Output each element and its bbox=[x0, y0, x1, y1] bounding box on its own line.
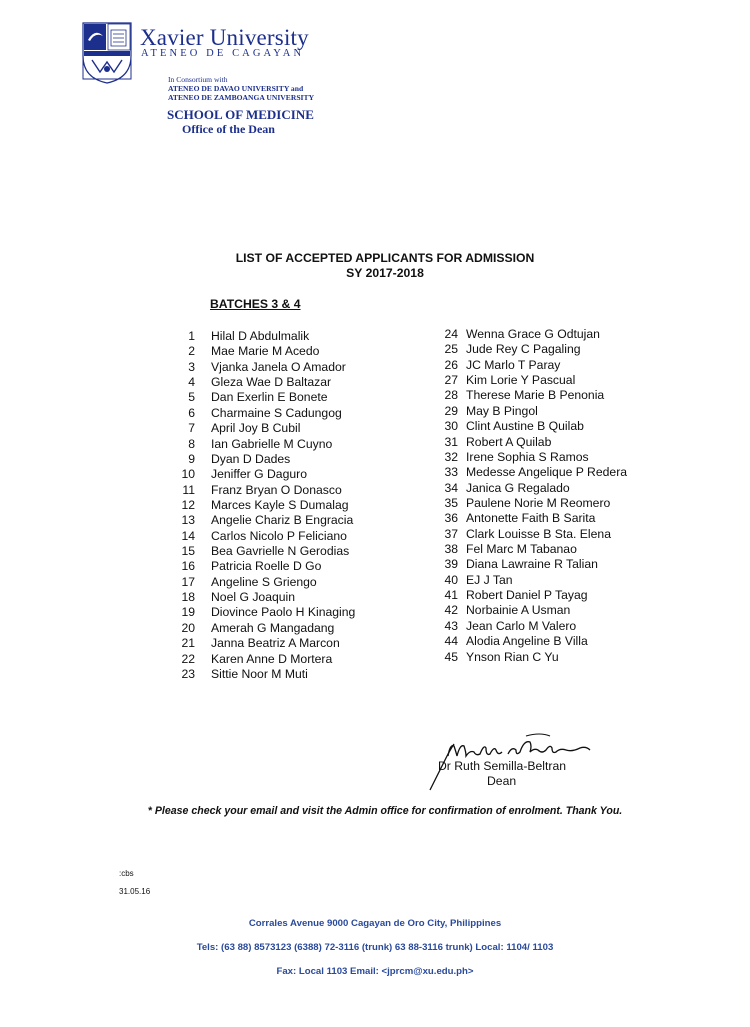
applicant-number: 21 bbox=[181, 636, 195, 651]
school-year: SY 2017-2018 bbox=[346, 265, 424, 280]
applicant-name: Janna Beatriz A Marcon bbox=[211, 636, 340, 651]
applicant-item bbox=[440, 465, 690, 480]
applicant-number: 20 bbox=[181, 620, 195, 635]
applicant-name: Dan Exerlin E Bonete bbox=[211, 390, 328, 405]
applicant-number: 40 bbox=[444, 572, 458, 587]
applicant-number: 38 bbox=[444, 542, 458, 557]
applicant-number: 16 bbox=[181, 559, 195, 574]
applicant-item bbox=[440, 527, 690, 542]
applicant-number: 25 bbox=[444, 342, 458, 357]
applicant-number: 10 bbox=[181, 467, 195, 482]
section-heading: BATCHES 3 & 4 bbox=[210, 297, 301, 311]
applicant-number: 26 bbox=[444, 357, 458, 372]
document-title: LIST OF ACCEPTED APPLICANTS FOR ADMISSION bbox=[235, 251, 535, 265]
applicant-name: Angelie Chariz B Engracia bbox=[211, 513, 354, 528]
applicant-number: 37 bbox=[444, 526, 458, 541]
applicant-number: 4 bbox=[188, 375, 195, 390]
applicant-number: 7 bbox=[188, 421, 195, 436]
applicant-item bbox=[170, 375, 410, 390]
applicant-name: Franz Bryan O Donasco bbox=[211, 482, 342, 497]
applicant-number: 23 bbox=[181, 666, 195, 681]
applicant-name: Robert Daniel P Tayag bbox=[466, 588, 588, 603]
consortium-block bbox=[168, 75, 314, 103]
applicant-item bbox=[440, 511, 690, 526]
applicant-number: 11 bbox=[182, 482, 195, 497]
applicant-item bbox=[170, 652, 410, 667]
applicant-item bbox=[440, 603, 690, 618]
applicant-name: Janica G Regalado bbox=[466, 480, 570, 495]
applicant-item bbox=[440, 650, 690, 665]
applicant-number: 31 bbox=[444, 434, 458, 449]
applicant-name: Diovince Paolo H Kinaging bbox=[211, 605, 356, 620]
applicant-item bbox=[170, 636, 410, 651]
applicant-number: 27 bbox=[444, 373, 458, 388]
applicant-item bbox=[440, 404, 690, 419]
applicant-number: 39 bbox=[444, 557, 458, 572]
signatory-name: Dr Ruth Semilla-Beltran bbox=[438, 759, 567, 773]
applicant-name: Robert A Quilab bbox=[466, 434, 552, 449]
applicant-name: Hilal D Abdulmalik bbox=[211, 329, 310, 343]
applicant-number: 2 bbox=[188, 344, 195, 359]
applicant-name: Carlos Nicolo P Feliciano bbox=[211, 528, 347, 543]
applicant-item bbox=[440, 588, 690, 603]
applicant-name: Ian Gabrielle M Cuyno bbox=[211, 436, 333, 451]
typist-initials: :cbs bbox=[119, 869, 134, 878]
applicant-name: Dyan D Dades bbox=[211, 451, 291, 466]
applicant-item bbox=[440, 496, 690, 511]
applicant-item bbox=[170, 513, 410, 528]
applicant-number: 41 bbox=[444, 588, 458, 603]
applicant-item bbox=[170, 498, 410, 513]
applicant-item bbox=[170, 544, 410, 559]
applicant-list-left bbox=[170, 329, 410, 682]
applicant-item bbox=[170, 437, 410, 452]
applicant-name: Antonette Faith B Sarita bbox=[466, 511, 596, 526]
applicant-list-right bbox=[440, 327, 690, 665]
applicant-number: 18 bbox=[181, 590, 195, 605]
applicant-name: Ynson Rian C Yu bbox=[466, 649, 559, 664]
applicant-name: EJ J Tan bbox=[466, 572, 513, 587]
applicant-item bbox=[170, 344, 410, 359]
applicant-name: Alodia Angeline B Villa bbox=[466, 634, 588, 649]
applicant-name: Charmaine S Cadungog bbox=[211, 405, 342, 420]
applicant-name: Jude Rey C Pagaling bbox=[466, 342, 581, 357]
applicant-name: Jeniffer G Daguro bbox=[211, 467, 307, 482]
applicant-number: 35 bbox=[444, 495, 458, 510]
applicant-name: Norbainie A Usman bbox=[466, 603, 571, 618]
applicant-number: 32 bbox=[444, 449, 458, 464]
applicant-item bbox=[170, 467, 410, 482]
applicant-item bbox=[170, 360, 410, 375]
applicant-name: Karen Anne D Mortera bbox=[211, 651, 333, 666]
applicant-item bbox=[170, 667, 410, 682]
university-seal-icon bbox=[82, 22, 132, 84]
university-name: Xavier University bbox=[140, 25, 309, 50]
applicant-name: Noel G Joaquin bbox=[211, 590, 296, 605]
applicant-item bbox=[440, 634, 690, 649]
applicant-item bbox=[170, 529, 410, 544]
university-subtitle: ATENEO DE CAGAYAN bbox=[141, 48, 305, 59]
applicant-number: 13 bbox=[181, 513, 195, 528]
applicant-number: 14 bbox=[181, 528, 195, 543]
applicant-item bbox=[440, 542, 690, 557]
applicant-name: Diana Lawraine R Talian bbox=[466, 557, 598, 572]
footer-address: Corrales Avenue 9000 Cagayan de Oro City, Philippines bbox=[248, 918, 502, 929]
footer-fax-email: Fax: Local 1103 Email: <jprcm@xu.edu.ph> bbox=[276, 966, 474, 977]
signatory-title: Dean bbox=[487, 774, 517, 788]
consortium-line: ATENEO DE DAVAO UNIVERSITY and bbox=[168, 84, 304, 94]
applicant-item bbox=[440, 481, 690, 496]
applicant-name: Bea Gavrielle N Gerodias bbox=[211, 544, 350, 559]
applicant-number: 17 bbox=[181, 574, 195, 589]
consortium-line: In Consortium with bbox=[168, 75, 228, 84]
applicant-number: 6 bbox=[188, 405, 195, 420]
applicant-number: 3 bbox=[188, 359, 195, 374]
applicant-number: 8 bbox=[188, 436, 195, 451]
applicant-item bbox=[440, 373, 690, 388]
applicant-number: 19 bbox=[181, 605, 195, 620]
applicant-number: 44 bbox=[444, 634, 458, 649]
applicant-item bbox=[170, 483, 410, 498]
applicant-number: 5 bbox=[188, 390, 195, 405]
applicant-item bbox=[440, 619, 690, 634]
applicant-number: 36 bbox=[444, 511, 458, 526]
applicant-item bbox=[440, 557, 690, 572]
footer-telephone: Tels: (63 88) 8573123 (6388) 72-3116 (trunk) 63 88-3116 trunk) Local: 1104/ 1103 bbox=[196, 942, 554, 953]
applicant-number: 34 bbox=[444, 480, 458, 495]
applicant-name: Vjanka Janela O Amador bbox=[211, 359, 346, 374]
applicant-name: Jean Carlo M Valero bbox=[466, 618, 577, 633]
applicant-name: Marces Kayle S Dumalag bbox=[211, 497, 349, 512]
applicant-item bbox=[170, 452, 410, 467]
applicant-name: Gleza Wae D Baltazar bbox=[211, 375, 332, 390]
applicant-item bbox=[170, 421, 410, 436]
applicant-number: 1 bbox=[188, 329, 195, 343]
applicant-name: Amerah G Mangadang bbox=[211, 620, 335, 635]
applicant-item bbox=[440, 342, 690, 357]
applicant-name: Mae Marie M Acedo bbox=[211, 344, 320, 359]
applicant-name: Irene Sophia S Ramos bbox=[466, 449, 589, 464]
consortium-line: ATENEO DE ZAMBOANGA UNIVERSITY bbox=[168, 93, 315, 103]
applicant-name: May B Pingol bbox=[466, 403, 538, 418]
school-name: SCHOOL OF MEDICINE bbox=[167, 107, 314, 122]
applicant-item bbox=[170, 406, 410, 421]
office-name: Office of the Dean bbox=[182, 122, 275, 136]
applicant-number: 42 bbox=[444, 603, 458, 618]
applicant-name: Angeline S Griengo bbox=[211, 574, 317, 589]
applicant-number: 28 bbox=[444, 388, 458, 403]
applicant-name: Fel Marc M Tabanao bbox=[466, 542, 577, 557]
applicant-number: 43 bbox=[444, 618, 458, 633]
applicant-item bbox=[170, 559, 410, 574]
applicant-number: 29 bbox=[444, 403, 458, 418]
applicant-item bbox=[440, 327, 690, 342]
applicant-number: 15 bbox=[181, 544, 195, 559]
applicant-item bbox=[170, 621, 410, 636]
applicant-item bbox=[170, 590, 410, 605]
applicant-name: Patricia Roelle D Go bbox=[211, 559, 322, 574]
applicant-number: 30 bbox=[444, 419, 458, 434]
applicant-item bbox=[170, 329, 410, 344]
document-title-block bbox=[0, 251, 750, 280]
applicant-name: Wenna Grace G Odtujan bbox=[466, 327, 600, 341]
applicant-number: 24 bbox=[444, 327, 458, 341]
applicant-name: Sittie Noor M Muti bbox=[211, 666, 308, 681]
applicant-number: 9 bbox=[188, 451, 195, 466]
applicant-name: JC Marlo T Paray bbox=[466, 357, 561, 372]
applicant-number: 33 bbox=[444, 465, 458, 480]
applicant-item bbox=[170, 575, 410, 590]
applicant-name: Clint Austine B Quilab bbox=[466, 419, 584, 434]
applicant-item bbox=[440, 450, 690, 465]
applicant-number: 45 bbox=[444, 649, 458, 664]
applicant-item bbox=[440, 419, 690, 434]
applicant-name: Medesse Angelique P Redera bbox=[466, 465, 628, 480]
applicant-item bbox=[440, 358, 690, 373]
applicant-name: Paulene Norie M Reomero bbox=[466, 495, 611, 510]
applicant-item bbox=[170, 390, 410, 405]
applicant-number: 12 bbox=[181, 497, 195, 512]
applicant-item bbox=[170, 605, 410, 620]
applicant-name: Clark Louisse B Sta. Elena bbox=[466, 526, 611, 541]
applicant-item bbox=[440, 573, 690, 588]
document-date: 31.05.16 bbox=[119, 887, 151, 896]
applicant-number: 22 bbox=[181, 651, 195, 666]
applicant-name: Therese Marie B Penonia bbox=[466, 388, 605, 403]
confirmation-note: * Please check your email and visit the Admin office for confirmation of enrolment. Thank You. bbox=[147, 805, 623, 817]
applicant-name: Kim Lorie Y Pascual bbox=[466, 373, 576, 388]
applicant-name: April Joy B Cubil bbox=[211, 421, 301, 436]
applicant-item bbox=[440, 435, 690, 450]
applicant-item bbox=[440, 388, 690, 403]
